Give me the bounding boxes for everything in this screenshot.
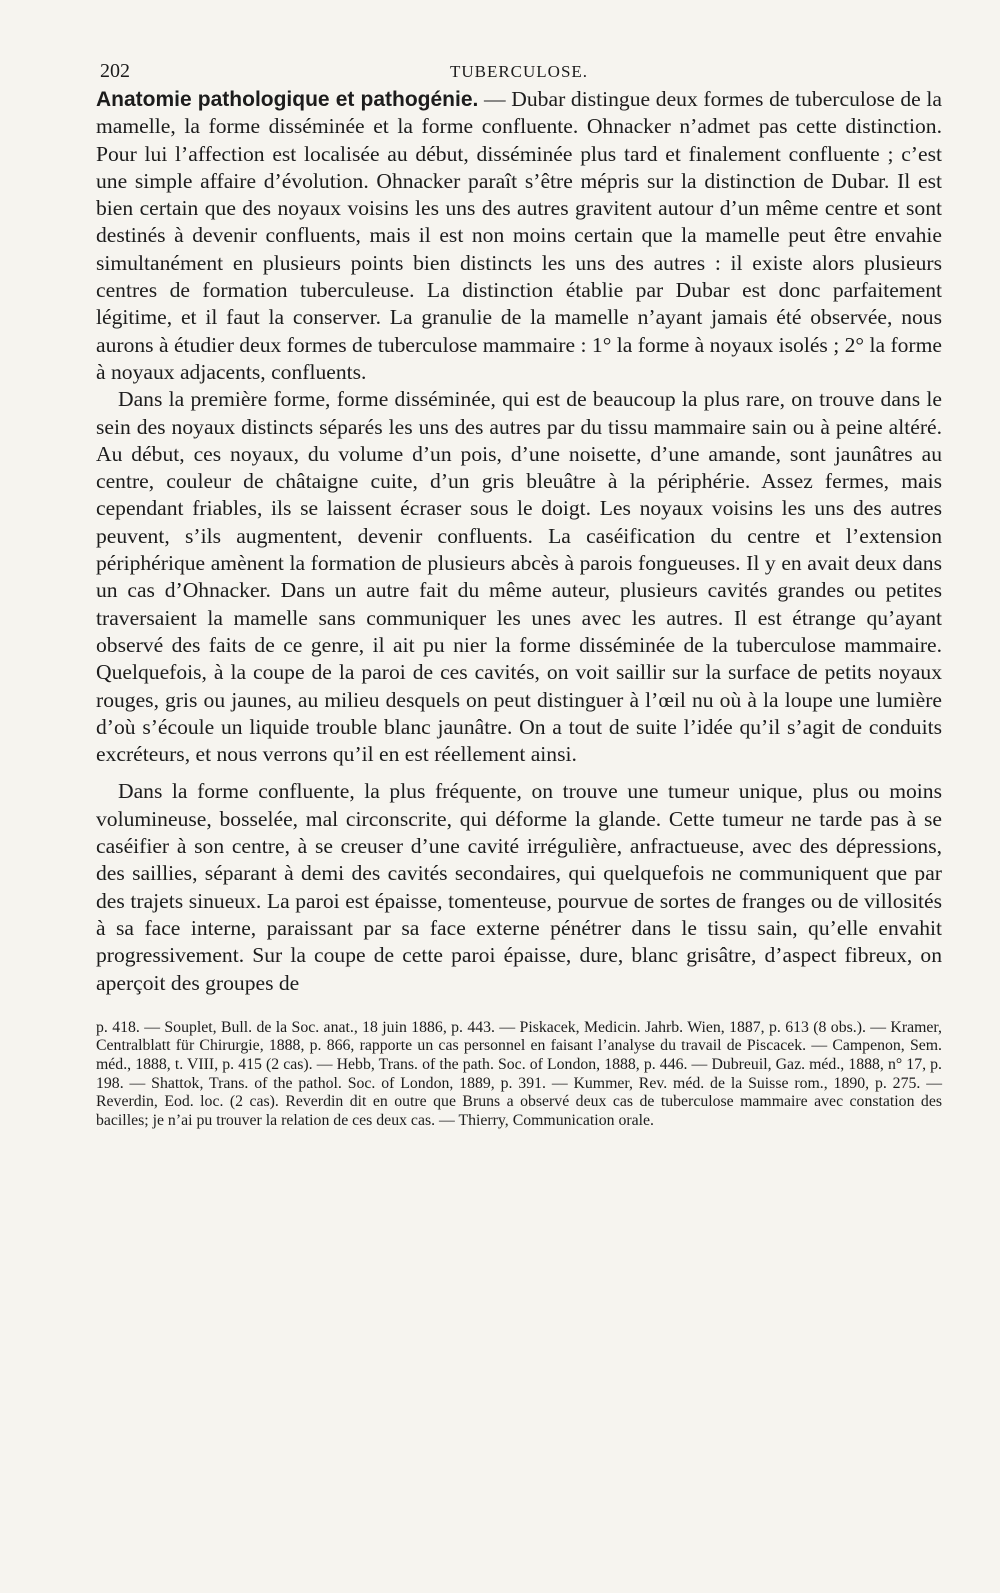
running-title: TUBERCULOSE. — [449, 62, 589, 81]
page-header — [96, 56, 942, 86]
page-number: 202 — [100, 60, 130, 82]
paragraph: Dans la forme confluente, la plus fréquente, on trouve une tumeur unique, plus ou moins volumineuse, bosselée, mal circonscrite, qui déforme la glande. Cette tumeur ne tarde pas à se caséifier à son centre, à se creuser d’une cavité irrégulière, anfractueuse, avec des dépressions, des saillies, séparant à demi des cavités secondaires, qui quelquefois ne communiquent que par des trajets sinueux. La paroi est épaisse, tomenteuse, pourvue de sortes de franges ou de villosités à sa face interne, paraissant par sa face externe pénétrer dans le tissu sain, qu’elle envahit progressivement. Sur la coupe de cette paroi épaisse, dure, blanc grisâtre, d’aspect fibreux, on aperçoit des groupes de — [96, 779, 942, 995]
body-text — [96, 86, 942, 997]
paragraph-text: — Dubar distingue deux formes de tuberculose de la mamelle, la forme disséminée et la forme confluente. Ohnacker n’admet pas cette distinction. Pour lui l’affection est localisée au début, disséminée plus tard et finalement confluente ; c’est une simple affaire d’évolution. Ohnacker paraît s’être mépris sur la distinction de Dubar. Il est bien certain que des noyaux voisins les uns des autres gravitent autour d’un même centre et sont destinés à devenir confluents, mais il est non moins certain que la mamelle peut être envahie simultanément en plusieurs points bien distincts les uns des autres : il existe alors plusieurs centres de formation tuberculeuse. La distinction établie par Dubar est donc parfaitement légitime, et il faut la conserver. La granulie de la mamelle n’ayant jamais été observée, nous aurons à étudier deux formes de tuberculose mammaire : 1° la forme à noyaux isolés ; 2° la forme à noyaux adjacents, confluents. — [96, 87, 942, 384]
book-page — [96, 56, 942, 1130]
paragraph: Dans la première forme, forme disséminée, qui est de beaucoup la plus rare, on trouve dans le sein des noyaux distincts séparés les uns des autres par du tissu mammaire sain ou à peine altéré. Au début, ces noyaux, du volume d’un pois, d’une noisette, d’une amande, sont jaunâtres au centre, couleur de châtaigne cuite, d’un gris bleuâtre à la périphérie. Assez fermes, mais cependant friables, ils se laissent écraser sous le doigt. Les noyaux voisins les uns des autres peuvent, s’ils augmentent, devenir confluents. La caséification du centre et l’extension périphérique amènent la formation de plusieurs abcès à parois fongueuses. Il y en avait deux dans un cas d’Ohnacker. Dans un autre fait du même auteur, plusieurs cavités grandes ou petites traversaient la mamelle sans communiquer les unes avec les autres. Il est étrange qu’ayant observé des faits de ce genre, il ait pu nier la forme disséminée de la tuberculose mammaire. Quelquefois, à la coupe de la paroi de ces cavités, on voit saillir sur la surface de petits noyaux rouges, gris ou jaunes, au milieu desquels on peut distinguer à l’œil nu où à la loupe une lumière d’où s’écoule un liquide trouble blanc jaunâtre. On a tout de suite l’idée qu’il s’agit de conduits excréteurs, et nous verrons qu’il en est réellement ainsi. — [96, 387, 942, 767]
section-heading: Anatomie pathologique et pathogénie. — [96, 88, 479, 111]
paragraph — [96, 86, 942, 386]
footnotes — [96, 1019, 942, 1131]
footnote-text: p. 418. — Souplet, Bull. de la Soc. anat., 18 juin 1886, p. 443. — Piskacek, Medicin. Jahrb. Wien, 1887, p. 613 (8 obs.). — Kramer, Centralblatt für Chirurgie, 1888, p. 866, rapporte un cas personnel en faisant l’analyse du travail de Piscacek. — Campenon, Sem. méd., 1888, t. VIII, p. 415 (2 cas). — Hebb, Trans. of the path. Soc. of London, 1888, p. 446. — Dubreuil, Gaz. méd., 1888, n° 17, p. 198. — Shattok, Trans. of the pathol. Soc. of London, 1889, p. 391. — Kummer, Rev. méd. de la Suisse rom., 1890, p. 275. — Reverdin, Eod. loc. (2 cas). Reverdin dit en outre que Bruns a observé deux cas de tuberculose mammaire avec constation des bacilles; je n’ai pu trouver la relation de ces deux cas. — Thierry, Communication orale. — [96, 1018, 942, 1129]
